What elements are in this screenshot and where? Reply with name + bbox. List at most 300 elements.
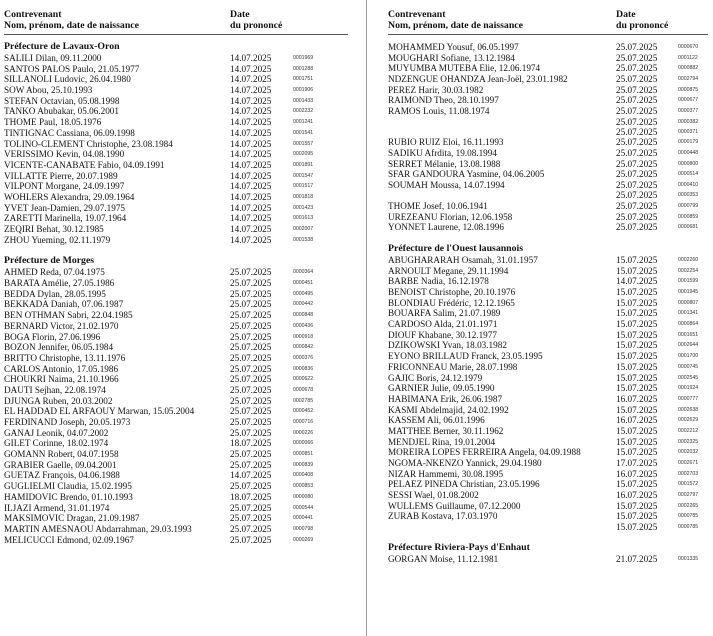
verdict-date: 25.07.2025 <box>616 222 658 233</box>
contravener-name: BARBE Nadia, 16.12.1978 <box>388 276 489 287</box>
contravener-name: MOUGHARI Sofiane, 13.12.1984 <box>388 52 515 63</box>
verdict-date: 25.07.2025 <box>230 331 272 342</box>
contravener-name: ZHOU Yueming, 02.11.1979 <box>4 234 111 245</box>
list-item <box>4 149 348 160</box>
contravener-name: BOZON Jennifer, 06.05.1984 <box>4 342 114 353</box>
verdict-date: 25.07.2025 <box>230 352 272 363</box>
contravener-name: UREZEANU Florian, 12.06.1958 <box>388 211 513 222</box>
list-item <box>4 74 348 85</box>
case-code: 0000442 <box>293 301 314 308</box>
verdict-date: 25.07.2025 <box>616 74 658 85</box>
case-code: 0000853 <box>293 483 314 490</box>
list-item <box>388 63 708 74</box>
case-code: 0000842 <box>293 344 314 351</box>
list-item <box>4 438 348 449</box>
list-item <box>4 524 348 535</box>
list-item <box>388 479 708 490</box>
verdict-date: 25.07.2025 <box>616 95 658 106</box>
prefecture-section <box>388 42 708 233</box>
right-list <box>388 40 708 565</box>
case-code: 0000226 <box>293 429 314 436</box>
verdict-date: 25.07.2025 <box>230 299 272 310</box>
verdict-date: 25.07.2025 <box>230 502 272 513</box>
header-date-line1: Date <box>616 9 636 20</box>
list-item <box>4 353 348 364</box>
list-item <box>388 298 708 309</box>
verdict-date: 15.07.2025 <box>616 351 658 362</box>
case-code: 0001924 <box>678 385 699 392</box>
list-item <box>4 406 348 417</box>
contravener-name: DAUTI Sejhan, 22.08.1974 <box>4 384 106 395</box>
prefecture-section <box>4 255 348 545</box>
case-code: 0000859 <box>678 213 699 220</box>
case-code: 0002212 <box>678 427 699 434</box>
contravener-name: SOUMAH Moussa, 14.07.1994 <box>388 179 505 190</box>
contravener-name: YVET Jean-Damien, 29.07.1975 <box>4 202 126 213</box>
verdict-date: 14.07.2025 <box>230 470 272 481</box>
case-code: 0002007 <box>293 226 314 232</box>
verdict-date: 15.07.2025 <box>616 447 658 458</box>
case-code: 0001423 <box>293 204 314 211</box>
case-code: 0000080 <box>293 493 314 500</box>
list-item <box>388 362 708 373</box>
contravener-name: KASSEM Ali, 06.01.1996 <box>388 415 485 426</box>
contravener-name: MOHAMMED Yousuf, 06.05.1997 <box>388 42 519 52</box>
list-item <box>4 342 348 353</box>
contravener-name: FRICONNEAU Marie, 28.07.1998 <box>388 361 518 372</box>
case-code: 0000436 <box>293 322 314 329</box>
list-item <box>4 299 348 310</box>
contravener-name: CARLOS Antonio, 17.05.1986 <box>4 363 119 374</box>
case-code: 0002232 <box>293 108 314 115</box>
case-code: 0000408 <box>293 472 314 479</box>
list-item <box>4 64 348 75</box>
contravener-name: GILET Corinne, 18.02.1974 <box>4 438 109 449</box>
contravener-name: VICENTE-CANABATE Fabio, 04.09.1991 <box>4 159 165 170</box>
contravener-name: ZARETTI Marinella, 19.07.1964 <box>4 213 127 224</box>
case-code: 0001651 <box>678 331 699 338</box>
contravener-name: WOHLERS Alexandra, 29.09.1964 <box>4 191 135 202</box>
list-item <box>388 373 708 384</box>
case-code: 0000452 <box>293 408 314 415</box>
verdict-date: 25.07.2025 <box>230 449 272 460</box>
list-item <box>4 449 348 460</box>
verdict-date: 15.07.2025 <box>616 361 658 372</box>
contravener-name: MENDJEL Rina, 19.01.2004 <box>388 436 496 447</box>
contravener-name: ARNOULT Megane, 29.11.1994 <box>388 265 509 276</box>
contravener-name: THOME Paul, 18.05.1976 <box>4 117 102 128</box>
section-title: Préfecture de Morges <box>4 255 95 267</box>
list-item <box>388 319 708 330</box>
case-code: 0000364 <box>293 269 314 276</box>
list-item <box>4 139 348 150</box>
contravener-name: SILLANOLI Ludovic, 26.04.1980 <box>4 74 131 85</box>
case-code: 0000677 <box>678 97 699 104</box>
verdict-date: 25.07.2025 <box>230 278 272 289</box>
verdict-date: 15.07.2025 <box>616 500 658 511</box>
verdict-date: 15.07.2025 <box>616 521 658 532</box>
case-code: 0000681 <box>678 224 699 231</box>
case-code: 0001906 <box>293 87 314 94</box>
contravener-name: DJUNGA Ruben, 20.03.2002 <box>4 395 113 406</box>
case-code: 0001541 <box>293 129 314 136</box>
contravener-name: SOW Abou, 25.10.1993 <box>4 85 93 96</box>
case-code: 0002032 <box>678 449 699 456</box>
list-item <box>388 169 708 180</box>
verdict-date: 17.07.2025 <box>616 458 658 468</box>
list-item <box>4 417 348 428</box>
contravener-name: BEKKADA Daniah, 07.06.1987 <box>4 299 124 310</box>
verdict-date: 14.07.2025 <box>230 170 272 181</box>
list-item <box>388 447 708 458</box>
case-code: 0002265 <box>678 502 699 509</box>
verdict-date: 16.07.2025 <box>616 415 658 426</box>
case-code: 0000377 <box>678 108 699 115</box>
verdict-date: 25.07.2025 <box>616 137 658 148</box>
list-item <box>388 394 708 405</box>
contravener-name: BRITTO Christophe, 13.11.1976 <box>4 352 126 363</box>
verdict-date: 14.07.2025 <box>230 213 272 224</box>
contravener-name: YONNET Laurene, 12.08.1996 <box>388 222 504 233</box>
case-code: 0000514 <box>678 171 699 178</box>
list-item <box>388 159 708 170</box>
left-list <box>4 37 348 545</box>
contravener-name: CHOUKRI Naima, 21.10.1966 <box>4 374 119 385</box>
case-code: 0002644 <box>678 342 699 349</box>
case-code: 0001557 <box>293 140 314 147</box>
header-date <box>230 10 282 31</box>
case-code: 0000269 <box>293 536 314 543</box>
case-code: 0002785 <box>293 397 314 404</box>
case-code: 0000800 <box>678 160 699 167</box>
contravener-name: BERNARD Victor, 21.02.1970 <box>4 320 119 331</box>
case-code: 0000451 <box>293 280 314 287</box>
verdict-date: 14.07.2025 <box>230 181 272 192</box>
contravener-name: ZEQIRI Behat, 30.12.1985 <box>4 224 104 234</box>
case-code: 0001538 <box>293 236 314 243</box>
verdict-date: 25.07.2025 <box>230 459 272 470</box>
case-code: 0000839 <box>293 461 314 468</box>
verdict-date: 25.07.2025 <box>230 374 272 385</box>
list-item <box>4 492 348 503</box>
verdict-date: 14.07.2025 <box>230 106 272 117</box>
column-header <box>388 10 708 32</box>
list-item <box>388 501 708 512</box>
header-date-line2: du prononcé <box>230 19 283 31</box>
header-name <box>4 10 139 31</box>
contravener-name: TINTIGNAC Cassiana, 06.09.1998 <box>4 127 135 138</box>
contravener-name: SALILI Dilan, 09.11.2000 <box>4 53 102 63</box>
case-code: 0000441 <box>293 515 314 522</box>
verdict-date: 14.07.2025 <box>230 138 272 149</box>
verdict-date: 14.07.2025 <box>230 159 272 170</box>
contravener-name: DZIKOWSKI Yvan, 18.03.1982 <box>388 340 507 351</box>
verdict-date: 25.07.2025 <box>616 211 658 222</box>
list-item <box>388 85 708 96</box>
case-code: 0001341 <box>678 310 699 317</box>
list-item <box>4 181 348 192</box>
case-code: 0002254 <box>678 267 699 274</box>
header-rule <box>388 34 708 35</box>
verdict-date: 25.07.2025 <box>230 513 272 524</box>
list-item <box>4 224 348 235</box>
list-item <box>388 201 708 212</box>
case-code: 0001818 <box>293 193 314 200</box>
contravener-name: RAMOS Louis, 11.08.1974 <box>388 106 490 117</box>
prefecture-section <box>4 41 348 245</box>
case-code: 0000918 <box>293 333 314 340</box>
verdict-date: 15.07.2025 <box>616 265 658 276</box>
case-code: 0002671 <box>678 460 699 466</box>
contravener-name: RUBIO RUIZ Eloi, 16.11.1993 <box>388 137 504 148</box>
case-code: 0002703 <box>678 470 699 477</box>
case-code: 0000864 <box>678 321 699 328</box>
contravener-name: TOLINO-CLEMENT Christophe, 23.08.1984 <box>4 138 173 149</box>
list-item <box>388 330 708 341</box>
contravener-name: EYONO BRILLAUD Franck, 23.05.1995 <box>388 351 543 362</box>
verdict-date: 25.07.2025 <box>616 179 658 190</box>
verdict-date: 25.07.2025 <box>616 200 658 211</box>
list-item <box>4 428 348 439</box>
verdict-date: 25.07.2025 <box>616 116 658 127</box>
list-item <box>388 53 708 64</box>
case-code: 0001122 <box>678 54 698 61</box>
verdict-date: 25.07.2025 <box>616 158 658 169</box>
list-item <box>4 470 348 481</box>
case-code: 0001613 <box>293 215 314 222</box>
verdict-dates <box>616 106 657 138</box>
case-code: 0000745 <box>678 363 699 370</box>
contravener-name: BLONDIAU Frédéric, 12.12.1965 <box>388 297 515 308</box>
list-item <box>4 321 348 332</box>
header-date-line2: du prononcé <box>616 19 669 31</box>
contravener-name: BEDDA Dylan, 28.05.1995 <box>4 288 106 299</box>
list-item <box>4 53 348 64</box>
list-item <box>388 180 708 201</box>
list-item <box>4 513 348 524</box>
contravener-name: ILJAZI Armend, 31.01.1974 <box>4 502 110 513</box>
verdict-date: 14.07.2025 <box>230 234 272 245</box>
case-code: 0000179 <box>678 139 699 146</box>
verdict-date: 15.07.2025 <box>616 511 658 522</box>
verdict-date: 15.07.2025 <box>616 479 658 490</box>
case-code: 0000785 <box>678 523 699 530</box>
verdict-dates <box>616 511 657 532</box>
right-column <box>388 0 708 636</box>
verdict-date: 25.07.2025 <box>230 320 272 331</box>
list-item <box>388 148 708 159</box>
header-date <box>616 10 668 31</box>
contravener-name: FERDINAND Joseph, 20.05.1973 <box>4 417 131 427</box>
contravener-name: SERRET Mélanie, 13.08.1988 <box>388 158 501 169</box>
contravener-name: PELAEZ PINEDA Christian, 23.05.1996 <box>388 479 540 490</box>
list-item <box>4 481 348 492</box>
verdict-date: 15.07.2025 <box>616 254 658 265</box>
case-code: 0000066 <box>293 440 314 447</box>
case-code: 0000875 <box>678 86 699 93</box>
list-item <box>388 405 708 416</box>
verdict-date: 25.07.2025 <box>230 406 272 417</box>
verdict-date: 15.07.2025 <box>616 404 658 415</box>
verdict-date: 14.07.2025 <box>616 276 658 287</box>
case-code: 0002095 <box>293 151 314 158</box>
case-code: 0000851 <box>293 451 314 458</box>
verdict-date: 14.07.2025 <box>230 117 272 128</box>
verdict-date: 15.07.2025 <box>616 287 658 297</box>
list-item <box>4 267 348 278</box>
contravener-name: BARATA Amélie, 27.05.1986 <box>4 278 115 289</box>
list-item <box>388 255 708 266</box>
case-code: 0000353 <box>678 192 699 199</box>
verdict-date: 14.07.2025 <box>230 127 272 138</box>
verdict-date: 14.07.2025 <box>230 63 272 74</box>
case-code: 0000798 <box>293 525 314 532</box>
verdict-date: 25.07.2025 <box>230 310 272 321</box>
list-item <box>4 278 348 289</box>
case-code: 0001572 <box>678 481 699 488</box>
contravener-name: MARTIN AMESNAOU Abdarrahman, 29.03.1993 <box>4 523 192 534</box>
verdict-date: 15.07.2025 <box>616 436 658 447</box>
list-item <box>388 276 708 287</box>
verdict-date: 16.07.2025 <box>616 468 658 479</box>
case-code: 0001547 <box>293 172 314 179</box>
contravener-name: GARNIER Julie, 09.05.1990 <box>388 383 495 394</box>
case-code: 0000410 <box>678 181 699 188</box>
verdict-date: 25.07.2025 <box>616 42 658 52</box>
contravener-name: MUYUMBA MUTEBA Elie, 12.06.1974 <box>388 63 541 74</box>
verdict-date: 25.07.2025 <box>616 190 658 201</box>
verdict-date: 25.07.2025 <box>616 147 658 158</box>
verdict-date: 15.07.2025 <box>616 297 658 308</box>
contravener-name: GANAJ Leonik, 04.07.2002 <box>4 427 109 438</box>
verdict-date: 25.07.2025 <box>230 267 272 278</box>
list-item <box>388 42 708 53</box>
contravener-name: ZURAB Kostava, 17.03.1970 <box>388 511 498 522</box>
list-item <box>388 266 708 277</box>
case-code: 0000678 <box>293 386 314 393</box>
list-item <box>388 469 708 480</box>
contravener-name: CARDOSO Alda, 21.01.1971 <box>388 319 498 330</box>
contravener-name: BENOIST Christophe, 20.10.1976 <box>388 287 516 297</box>
verdict-date: 15.07.2025 <box>616 340 658 351</box>
contravener-name: GORGAN Moise, 11.12.1981 <box>388 554 499 565</box>
header-rule <box>4 34 348 35</box>
list-item <box>4 192 348 203</box>
contravener-name: KASMI Abdelmajid, 24.02.1992 <box>388 404 509 415</box>
case-code: 0000670 <box>678 44 699 50</box>
list-item <box>4 460 348 471</box>
case-code: 0000371 <box>678 129 699 136</box>
contravener-name: MAKSIMOVIC Dragan, 21.09.1987 <box>4 513 140 524</box>
header-name-line2: Nom, prénom, date de naissance <box>388 19 523 31</box>
list-item <box>4 203 348 214</box>
contravener-name: SADIKU Afrdita, 19.08.1994 <box>388 147 497 158</box>
verdict-date: 14.07.2025 <box>230 95 272 106</box>
contravener-name: THOME Josef, 10.06.1941 <box>388 200 488 211</box>
verdict-date: 14.07.2025 <box>230 74 272 85</box>
contravener-name: GAJIC Boris, 24.12.1979 <box>388 372 483 383</box>
case-code: 0000716 <box>293 419 314 425</box>
verdict-date: 25.07.2025 <box>230 417 272 427</box>
header-name-line1: Contrevenant <box>388 9 446 20</box>
verdict-date: 18.07.2025 <box>230 491 272 502</box>
list-item <box>388 74 708 85</box>
verdict-dates <box>616 180 657 201</box>
section-title: Préfecture de l'Ouest lausannois <box>388 242 524 254</box>
case-code: 0002797 <box>678 492 699 499</box>
list-item <box>388 351 708 362</box>
list-item <box>388 340 708 351</box>
case-code: 0001517 <box>293 183 314 190</box>
verdict-date: 14.07.2025 <box>230 224 272 234</box>
contravener-name: NGOMA-NKENZO Yannick, 29.04.1980 <box>388 458 542 468</box>
contravener-name: BOUARFA Salim, 21.07.1989 <box>388 308 501 319</box>
case-code: 0000777 <box>678 395 699 402</box>
case-code: 0000544 <box>293 504 314 511</box>
list-item <box>4 85 348 96</box>
list-item <box>4 364 348 375</box>
case-codes <box>678 180 698 201</box>
list-item <box>4 213 348 224</box>
contravener-name: MELICUCCI Edmond, 02.09.1967 <box>4 534 134 545</box>
verdict-date: 25.07.2025 <box>616 169 658 180</box>
list-item <box>4 503 348 514</box>
case-code: 0001751 <box>293 76 314 83</box>
list-item <box>388 554 708 565</box>
case-code: 0000376 <box>293 354 314 361</box>
left-column <box>4 0 348 636</box>
case-code: 0001433 <box>293 97 314 104</box>
contravener-name: AHMED Reda, 07.04.1975 <box>4 267 105 278</box>
prefecture-section <box>388 542 708 565</box>
case-code: 0001241 <box>293 119 314 126</box>
contravener-name: MOREIRA LOPES FERREIRA Angela, 04.09.1988 <box>388 447 581 458</box>
verdict-date: 25.07.2025 <box>230 534 272 545</box>
section-title: Préfecture de Lavaux-Oron <box>4 41 120 52</box>
verdict-date: 14.07.2025 <box>230 191 272 202</box>
list-item <box>388 437 708 448</box>
case-code: 0000382 <box>678 118 699 125</box>
verdict-date: 15.07.2025 <box>616 319 658 330</box>
verdict-date: 25.07.2025 <box>230 384 272 395</box>
verdict-date: 16.07.2025 <box>616 490 658 501</box>
header-name <box>388 10 523 31</box>
verdict-date: 25.07.2025 <box>230 481 272 492</box>
list-item <box>4 160 348 171</box>
case-code: 0002629 <box>678 417 699 424</box>
list-item <box>388 212 708 223</box>
contravener-name: NIZAR Hammemi, 30.08.1995 <box>388 468 504 479</box>
list-item <box>4 396 348 407</box>
list-item <box>4 374 348 385</box>
contravener-name: STEFAN Octavian, 05.08.1998 <box>4 95 120 106</box>
case-code: 0001945 <box>678 289 699 295</box>
verdict-date: 25.07.2025 <box>230 363 272 374</box>
list-item <box>388 308 708 319</box>
verdict-date: 25.07.2025 <box>616 84 658 95</box>
list-item <box>4 310 348 321</box>
case-code: 0002325 <box>678 438 699 445</box>
list-item <box>388 222 708 233</box>
list-item <box>4 289 348 300</box>
case-code: 0000785 <box>678 513 699 520</box>
prefecture-section <box>388 243 708 533</box>
verdict-date: 18.07.2025 <box>230 438 272 449</box>
verdict-date: 25.07.2025 <box>616 63 658 74</box>
case-code: 0002638 <box>678 406 699 413</box>
verdict-date: 14.07.2025 <box>230 85 272 96</box>
header-name-line1: Contrevenant <box>4 9 62 20</box>
